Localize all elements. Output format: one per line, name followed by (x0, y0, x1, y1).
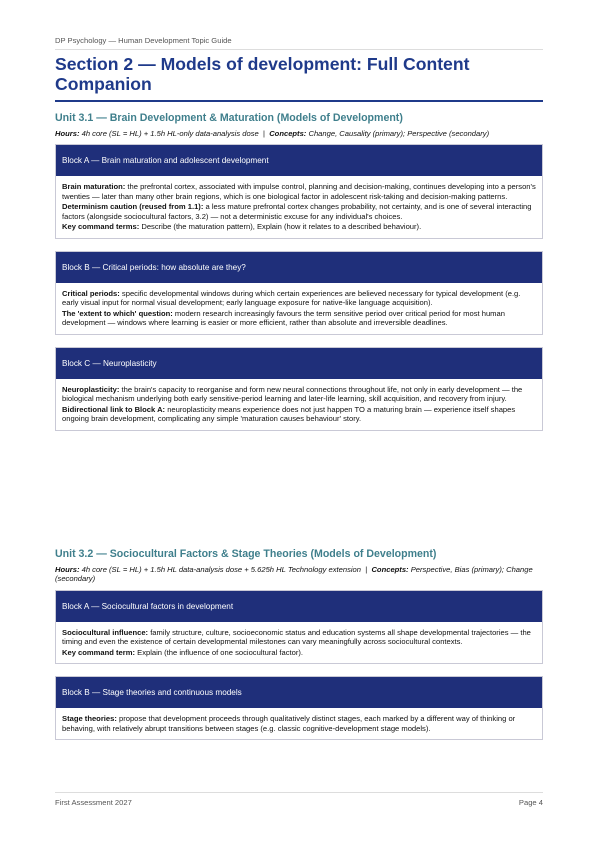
paragraph (62, 405, 536, 424)
paragraph-text: propose that development proceeds through qualitatively distinct stages, each marked by a different way of thinking or behaving, with relatively abrupt transitions between stages (e.g. classic cognitive-development stage models). (62, 714, 516, 733)
unit-3-2 (55, 548, 543, 752)
unit-title: Unit 3.1 — Brain Development & Maturation (Models of Development) (55, 112, 403, 124)
paragraph-text: specific developmental windows during which certain experiences are believed necessary for typical development (e.g. early visual input for normal visual development; early language exposure for native-like language acquisition). (62, 288, 521, 308)
unit-title: Unit 3.2 — Sociocultural Factors & Stage Theories (Models of Development) (55, 548, 437, 560)
paragraph-text: the prefrontal cortex, associated with impulse control, planning and decision-making, continues developing into a person's twenties — later than many other brain regions, which is one biological factor in adolescent risk-taking and decision-making patterns. (62, 182, 536, 201)
paragraph (62, 289, 536, 308)
paragraph (62, 202, 536, 221)
paragraph-text: Explain (the influence of one sociocultural factor). (135, 647, 304, 657)
term: Critical periods: (62, 288, 120, 298)
block-header: Block A — Sociocultural factors in development (56, 591, 542, 622)
paragraph (62, 385, 536, 404)
block-body (56, 708, 542, 739)
paragraph (62, 628, 536, 647)
paragraph-text: family structure, culture, socioeconomic status and education systems all shape developmental trajectories — the timing and even the existence of certain developmental milestones can vary meaningfully across sociocultural contexts. (62, 627, 531, 647)
unit-3-1 (55, 112, 543, 443)
term: Key command term: (62, 647, 136, 657)
term: Bidirectional link to Block A: (62, 404, 166, 414)
page-footer (55, 792, 543, 807)
paragraph (62, 648, 536, 658)
footer-left: First Assessment 2027 (55, 798, 132, 807)
term: The 'extent to which' question: (62, 308, 173, 318)
block-header: Block B — Stage theories and continuous models (56, 677, 542, 708)
paragraph (62, 222, 536, 232)
block-header: Block C — Neuroplasticity (56, 348, 542, 379)
block-b (55, 676, 543, 740)
concepts-value: Change, Causality (primary); Perspective (secondary) (308, 129, 490, 138)
section-title: Section 2 — Models of development: Full Content Companion (55, 55, 543, 102)
term: Neuroplasticity: (62, 384, 120, 394)
block-body (56, 379, 542, 430)
hours-label: Hours: (55, 129, 80, 138)
paragraph-text: a less mature prefrontal cortex changes probability, not certainty, and is one of several interacting factors (alongside sociocultural factors, 3.2) — not a deterministic excuse for any individual's choices. (62, 202, 532, 221)
concepts-value: Perspective, Bias (primary); Change (secondary) (55, 565, 533, 584)
block-body (56, 283, 542, 334)
hours-value: 4h core (SL = HL) + 1.5h HL data-analysis dose + 5.625h HL Technology extension (81, 565, 361, 574)
meta-separator: | (365, 565, 368, 574)
block-body (56, 622, 542, 664)
unit-meta (55, 565, 543, 584)
paragraph (62, 309, 536, 328)
paragraph-text: modern research increasingly favours the term sensitive period over critical period for most human development — windows where learning is easier or more efficient, rather than absolute and irreversible deadlines. (62, 308, 505, 328)
block-c (55, 347, 543, 431)
paragraph-text: Describe (the maturation pattern), Explain (how it relates to a described behaviour). (139, 222, 422, 232)
hours-label: Hours: (55, 565, 80, 574)
term: Determinism caution (reused from 1.1): (62, 202, 204, 212)
term: Stage theories: (62, 714, 117, 724)
term: Sociocultural influence: (62, 627, 149, 637)
block-header: Block A — Brain maturation and adolescent development (56, 145, 542, 176)
hours-value: 4h core (SL = HL) + 1.5h HL-only data-analysis dose (81, 129, 259, 138)
paragraph (62, 714, 536, 733)
running-header: DP Psychology — Human Development Topic Guide (55, 36, 543, 50)
concepts-label: Concepts: (269, 129, 307, 138)
paragraph-text: neuroplasticity means experience does not just happen TO a maturing brain — experience itself shapes ongoing brain development, complicating any simple 'maturation causes behaviour' story. (62, 404, 516, 424)
block-a (55, 590, 543, 665)
block-body (56, 176, 542, 238)
block-header: Block B — Critical periods: how absolute are they? (56, 252, 542, 283)
term: Key command terms: (62, 222, 140, 232)
block-a (55, 144, 543, 239)
term: Brain maturation: (62, 182, 126, 192)
meta-separator: | (262, 129, 265, 138)
concepts-label: Concepts: (371, 565, 409, 574)
unit-meta (55, 129, 543, 138)
page-number: Page 4 (518, 798, 543, 807)
paragraph (62, 182, 536, 201)
paragraph-text: the brain's capacity to reorganise and form new neural connections throughout life, not only in early development — the biological mechanism underlying both early sensitive-period learning and later-life learning, skill acquisition, and recovery from injury. (62, 384, 523, 404)
block-b (55, 251, 543, 335)
